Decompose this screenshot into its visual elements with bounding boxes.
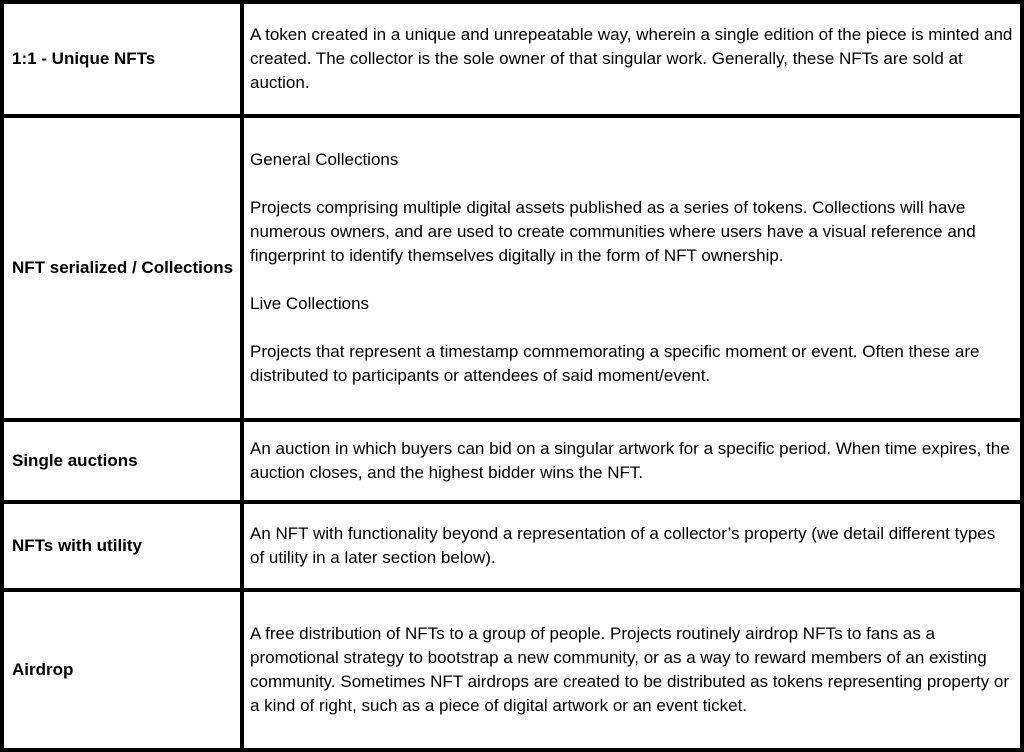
live-collections-heading: Live Collections <box>250 294 370 313</box>
description-text: A token created in a unique and unrepeatable way, wherein a single edition of the piece is minted and created. The collector is the sole owner of that singular work. Generally, these NFTs are sold at auction. <box>250 25 1013 92</box>
term-cell: NFT serialized / Collections <box>2 116 242 420</box>
term-cell: 1:1 - Unique NFTs <box>2 2 242 116</box>
term-cell: NFTs with utility <box>2 502 242 590</box>
description-cell <box>242 502 1022 590</box>
description-text: A free distribution of NFTs to a group of people. Projects routinely airdrop NFTs to fans as a promotional strategy to bootstrap a new community, or as a way to reward members of an existing community. Sometimes NFT airdrops are created to be distributed as tokens representing property or a kind of right, such as a piece of digital artwork or an event ticket. <box>250 624 1010 715</box>
description-text: An NFT with functionality beyond a representation of a collector’s property (we detail different types of utility in a later section below). <box>250 524 996 567</box>
table-row <box>2 2 1022 116</box>
table-row <box>2 116 1022 420</box>
description-text: An auction in which buyers can bid on a singular artwork for a specific period. When time expires, the auction closes, and the highest bidder wins the NFT. <box>250 439 1010 482</box>
term-cell: Single auctions <box>2 420 242 502</box>
general-collections-heading: General Collections <box>250 150 399 169</box>
description-cell <box>242 116 1022 420</box>
term-cell: Airdrop <box>2 590 242 750</box>
table-row <box>2 420 1022 502</box>
description-cell <box>242 2 1022 116</box>
live-collections-text: Projects that represent a timestamp commemorating a specific moment or event. Often these are distributed to participants or attendees of said moment/event. <box>250 342 980 385</box>
description-cell <box>242 590 1022 750</box>
table-row <box>2 502 1022 590</box>
description-cell <box>242 420 1022 502</box>
table-row <box>2 590 1022 750</box>
general-collections-text: Projects comprising multiple digital assets published as a series of tokens. Collections will have numerous owners, and are used to create communities where users have a visual reference and fingerprint to identify themselves digitally in the form of NFT ownership. <box>250 198 976 265</box>
